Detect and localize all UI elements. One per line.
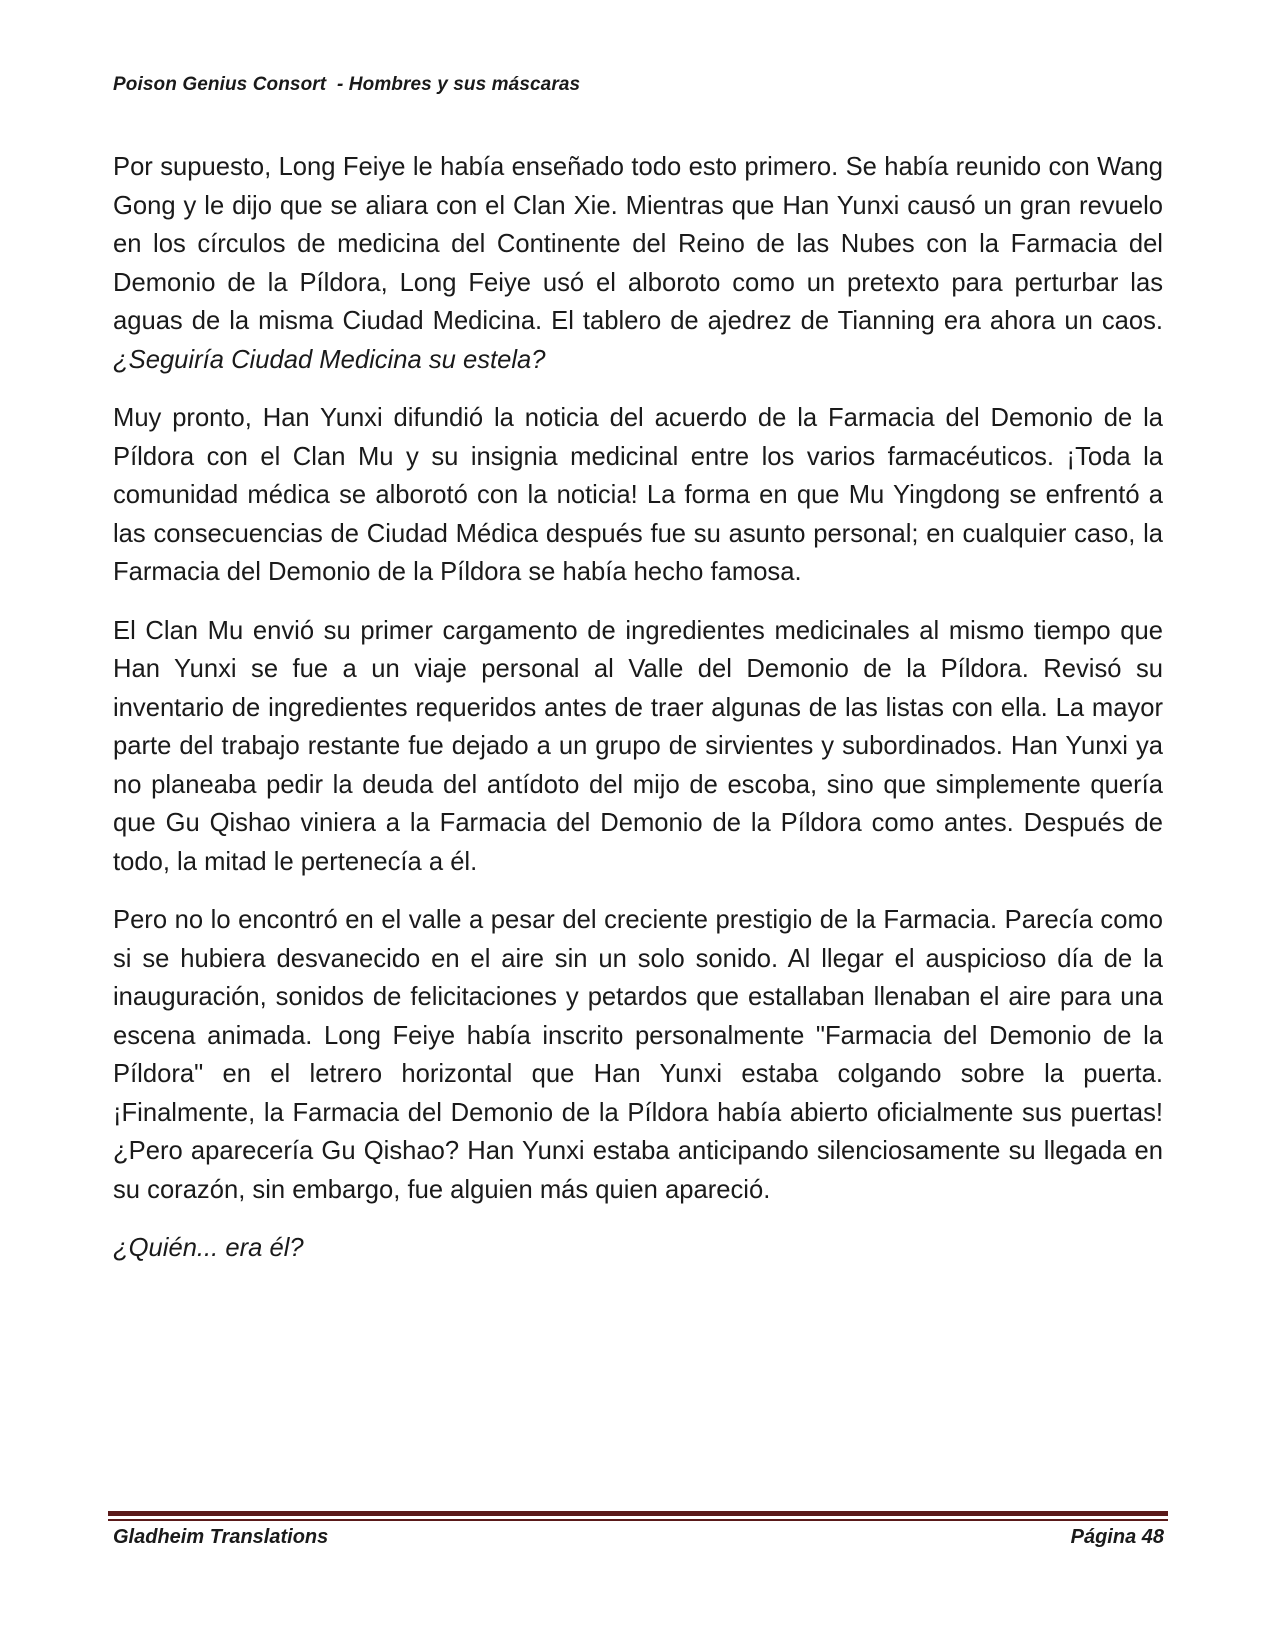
paragraph-5: ¿Quién... era él? [113, 1234, 304, 1262]
page-number: Página 48 [1070, 1526, 1164, 1548]
paragraph-1-text: Por supuesto, Long Feiye le había enseñado todo esto primero. Se había reunido con Wang Gong y le dijo que se aliara con el Clan Xie. Mientras que Han Yunxi causó un gran revuelo en los círculos de medicina del Continente del Reino de las Nubes con la Farmacia del Demonio de la Píldora, Long Feiye usó el alboroto como un pretexto para perturbar las aguas de la misma Ciudad Medicina. El tablero de ajedrez de Tianning era ahora un caos. [113, 153, 1163, 335]
paragraph-4: Pero no lo encontró en el valle a pesar del creciente prestigio de la Farmacia. Parecía como si se hubiera desvanecido en el aire sin un solo sonido. Al llegar el auspicioso día de la inauguración, sonidos de felicitaciones y petardos que estallaban llenaban el aire para una escena animada. Long Feiye había inscrito personalmente "Farmacia del Demonio de la Píldora" en el letrero horizontal que Han Yunxi estaba colgando sobre la puerta. ¡Finalmente, la Farmacia del Demonio de la Píldora había abierto oficialmente sus puertas! ¿Pero aparecería Gu Qishao? Han Yunxi estaba anticipando silenciosamente su llegada en su corazón, sin embargo, fue alguien más quien apareció. [113, 906, 1163, 1204]
running-header: Poison Genius Consort - Hombres y sus máscaras [113, 74, 581, 95]
footer-rule-thin [108, 1519, 1168, 1521]
paragraph-1-italic: ¿Seguiría Ciudad Medicina su estela? [113, 345, 546, 374]
footer-rule [108, 1511, 1168, 1516]
paragraph-1 [113, 148, 1163, 379]
footer-publisher: Gladheim Translations [113, 1526, 329, 1548]
body-text [113, 148, 1163, 1288]
paragraph-3: El Clan Mu envió su primer cargamento de ingredientes medicinales al mismo tiempo que Han Yunxi se fue a un viaje personal al Valle del Demonio de la Píldora. Revisó su inventario de ingredientes requeridos antes de traer algunas de las listas con ella. La mayor parte del trabajo restante fue dejado a un grupo de sirvientes y subordinados. Han Yunxi ya no planeaba pedir la deuda del antídoto del mijo de escoba, sino que simplemente quería que Gu Qishao viniera a la Farmacia del Demonio de la Píldora como antes. Después de todo, la mitad le pertenecía a él. [113, 616, 1163, 876]
paragraph-2: Muy pronto, Han Yunxi difundió la noticia del acuerdo de la Farmacia del Demonio de la Píldora con el Clan Mu y su insignia medicinal entre los varios farmacéuticos. ¡Toda la comunidad médica se alborotó con la noticia! La forma en que Mu Yingdong se enfrentó a las consecuencias de Ciudad Médica después fue su asunto personal; en cualquier caso, la Farmacia del Demonio de la Píldora se había hecho famosa. [113, 404, 1163, 586]
